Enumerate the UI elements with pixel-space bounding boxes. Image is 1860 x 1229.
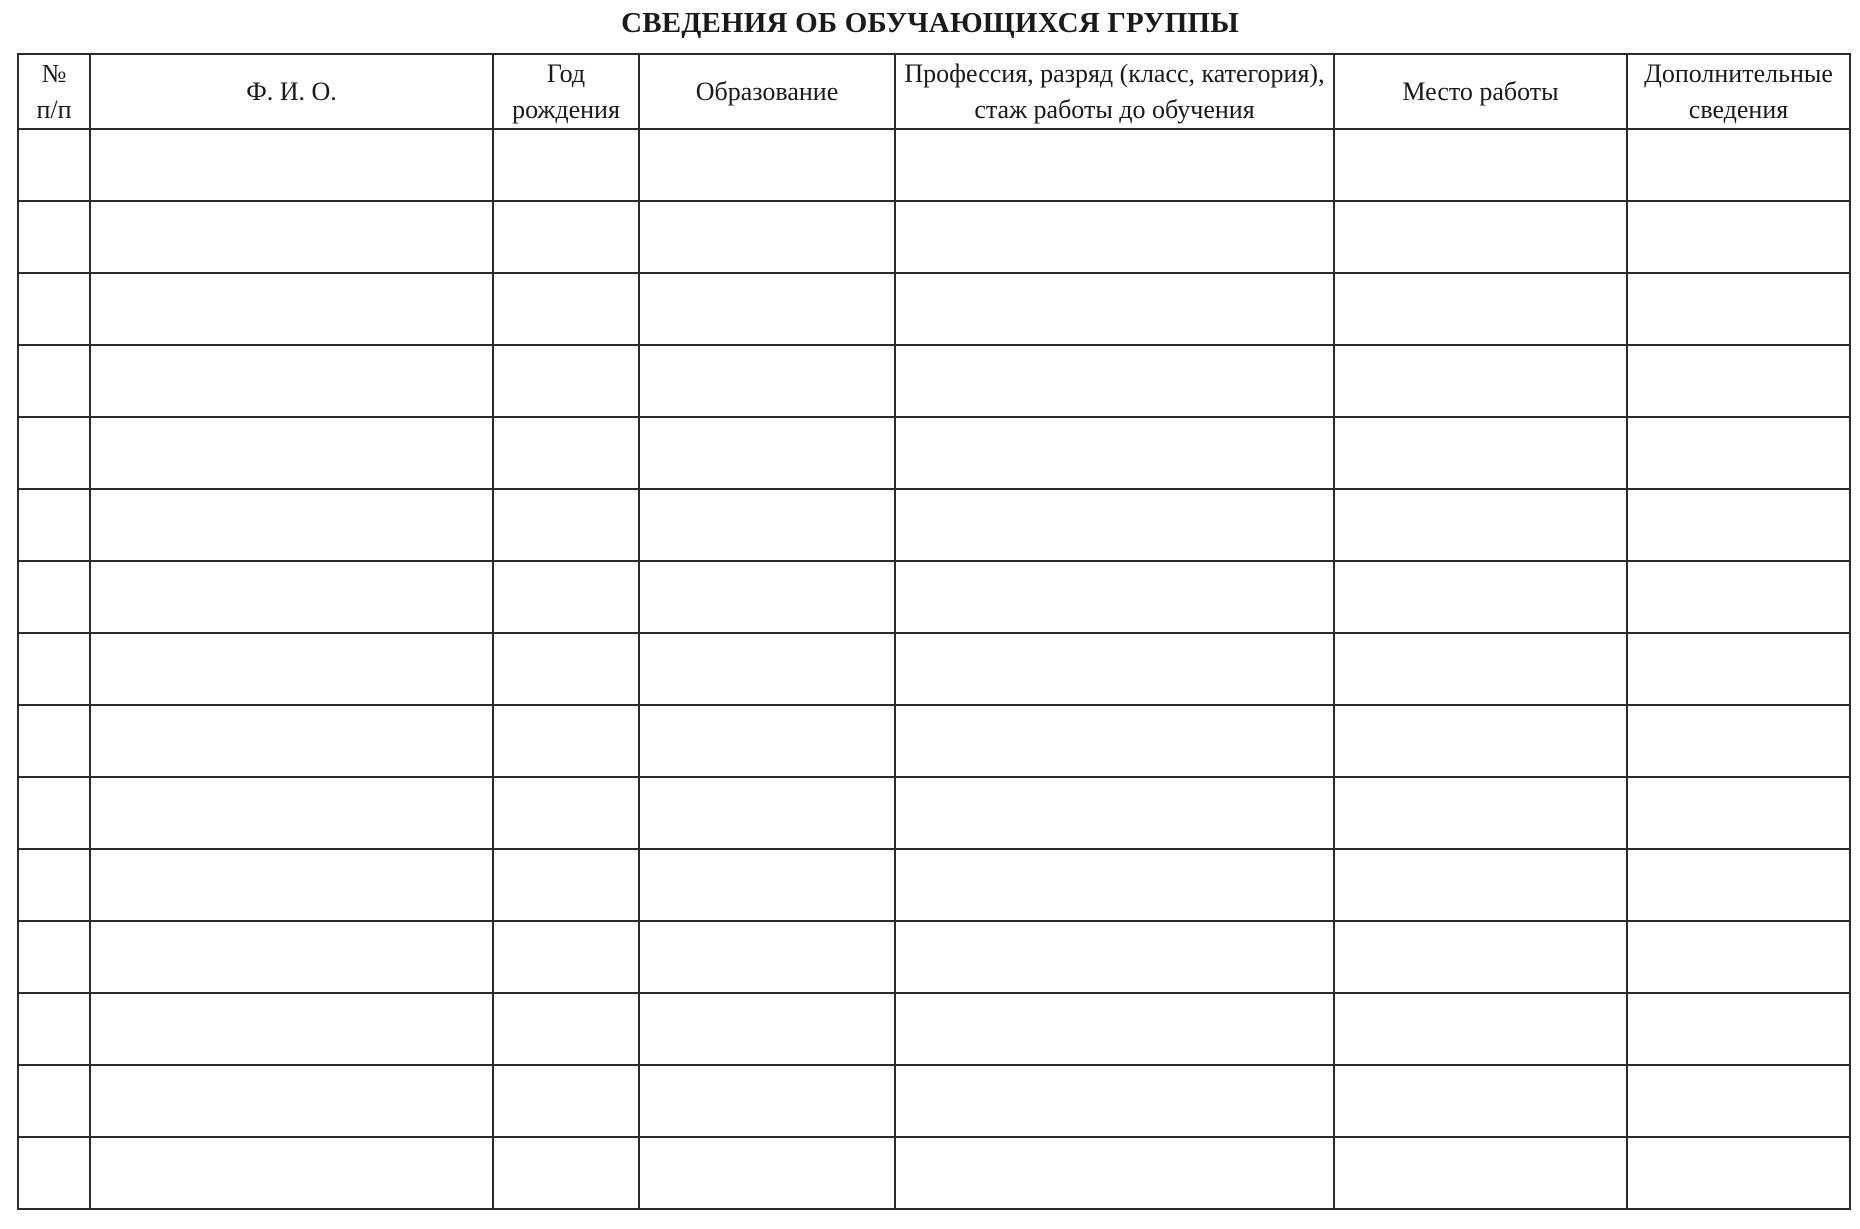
cell-additional bbox=[1627, 849, 1850, 921]
header-line: Год bbox=[546, 58, 586, 88]
table-row bbox=[18, 705, 1850, 777]
header-profession bbox=[895, 54, 1334, 129]
header-additional bbox=[1627, 54, 1850, 129]
cell-education bbox=[639, 273, 895, 345]
table-row bbox=[18, 993, 1850, 1065]
cell-workplace bbox=[1334, 777, 1627, 849]
cell-education bbox=[639, 633, 895, 705]
header-line: п/п bbox=[36, 94, 72, 124]
cell-num bbox=[18, 129, 90, 201]
cell-num bbox=[18, 417, 90, 489]
cell-profession bbox=[895, 705, 1334, 777]
cell-workplace bbox=[1334, 561, 1627, 633]
cell-fio bbox=[90, 993, 493, 1065]
cell-birth-year bbox=[493, 1065, 639, 1137]
cell-profession bbox=[895, 1065, 1334, 1137]
table-header-row bbox=[18, 54, 1850, 129]
cell-workplace bbox=[1334, 417, 1627, 489]
cell-num bbox=[18, 777, 90, 849]
cell-workplace bbox=[1334, 129, 1627, 201]
cell-birth-year bbox=[493, 993, 639, 1065]
cell-birth-year bbox=[493, 705, 639, 777]
cell-additional bbox=[1627, 417, 1850, 489]
cell-additional bbox=[1627, 921, 1850, 993]
cell-profession bbox=[895, 345, 1334, 417]
cell-fio bbox=[90, 345, 493, 417]
cell-workplace bbox=[1334, 201, 1627, 273]
cell-birth-year bbox=[493, 777, 639, 849]
table-row bbox=[18, 633, 1850, 705]
page-title: СВЕДЕНИЯ ОБ ОБУЧАЮЩИХСЯ ГРУППЫ bbox=[621, 7, 1239, 39]
cell-fio bbox=[90, 921, 493, 993]
cell-num bbox=[18, 705, 90, 777]
cell-additional bbox=[1627, 129, 1850, 201]
table-row bbox=[18, 201, 1850, 273]
cell-num bbox=[18, 993, 90, 1065]
table-row bbox=[18, 129, 1850, 201]
table-row bbox=[18, 489, 1850, 561]
cell-birth-year bbox=[493, 921, 639, 993]
cell-additional bbox=[1627, 345, 1850, 417]
cell-additional bbox=[1627, 489, 1850, 561]
cell-num bbox=[18, 345, 90, 417]
cell-profession bbox=[895, 633, 1334, 705]
cell-fio bbox=[90, 633, 493, 705]
cell-education bbox=[639, 777, 895, 849]
cell-additional bbox=[1627, 993, 1850, 1065]
cell-num bbox=[18, 849, 90, 921]
cell-education bbox=[639, 561, 895, 633]
header-line: рождения bbox=[512, 94, 620, 124]
cell-fio bbox=[90, 273, 493, 345]
header-num bbox=[18, 54, 90, 129]
table-row bbox=[18, 273, 1850, 345]
cell-num bbox=[18, 921, 90, 993]
cell-workplace bbox=[1334, 849, 1627, 921]
cell-workplace bbox=[1334, 633, 1627, 705]
cell-workplace bbox=[1334, 489, 1627, 561]
cell-education bbox=[639, 921, 895, 993]
table-row bbox=[18, 561, 1850, 633]
cell-birth-year bbox=[493, 561, 639, 633]
cell-profession bbox=[895, 849, 1334, 921]
cell-education bbox=[639, 417, 895, 489]
cell-fio bbox=[90, 489, 493, 561]
cell-fio bbox=[90, 849, 493, 921]
cell-education bbox=[639, 993, 895, 1065]
header-line: сведения bbox=[1688, 94, 1789, 124]
header-line: Дополнительные bbox=[1644, 58, 1833, 88]
table-row bbox=[18, 345, 1850, 417]
cell-profession bbox=[895, 1137, 1334, 1209]
cell-num bbox=[18, 1137, 90, 1209]
header-workplace bbox=[1334, 54, 1627, 129]
cell-fio bbox=[90, 1065, 493, 1137]
header-line: Образование bbox=[695, 76, 839, 106]
cell-education bbox=[639, 201, 895, 273]
cell-fio bbox=[90, 561, 493, 633]
table-row bbox=[18, 849, 1850, 921]
cell-birth-year bbox=[493, 129, 639, 201]
cell-workplace bbox=[1334, 345, 1627, 417]
cell-education bbox=[639, 345, 895, 417]
cell-education bbox=[639, 129, 895, 201]
cell-workplace bbox=[1334, 993, 1627, 1065]
cell-num bbox=[18, 561, 90, 633]
cell-profession bbox=[895, 777, 1334, 849]
cell-workplace bbox=[1334, 705, 1627, 777]
cell-profession bbox=[895, 921, 1334, 993]
header-line: Место работы bbox=[1402, 76, 1559, 106]
cell-profession bbox=[895, 417, 1334, 489]
cell-num bbox=[18, 633, 90, 705]
header-line: № bbox=[41, 58, 67, 88]
cell-birth-year bbox=[493, 489, 639, 561]
cell-fio bbox=[90, 777, 493, 849]
cell-additional bbox=[1627, 1137, 1850, 1209]
cell-birth-year bbox=[493, 633, 639, 705]
cell-additional bbox=[1627, 777, 1850, 849]
table-row bbox=[18, 921, 1850, 993]
header-birth-year bbox=[493, 54, 639, 129]
cell-num bbox=[18, 273, 90, 345]
cell-birth-year bbox=[493, 345, 639, 417]
table-row bbox=[18, 1137, 1850, 1209]
cell-birth-year bbox=[493, 849, 639, 921]
table-row bbox=[18, 1065, 1850, 1137]
cell-profession bbox=[895, 489, 1334, 561]
cell-profession bbox=[895, 201, 1334, 273]
cell-num bbox=[18, 201, 90, 273]
cell-num bbox=[18, 489, 90, 561]
cell-fio bbox=[90, 129, 493, 201]
cell-fio bbox=[90, 417, 493, 489]
cell-additional bbox=[1627, 201, 1850, 273]
cell-additional bbox=[1627, 273, 1850, 345]
cell-education bbox=[639, 705, 895, 777]
cell-birth-year bbox=[493, 201, 639, 273]
cell-education bbox=[639, 849, 895, 921]
cell-profession bbox=[895, 561, 1334, 633]
cell-education bbox=[639, 1065, 895, 1137]
cell-fio bbox=[90, 1137, 493, 1209]
cell-profession bbox=[895, 129, 1334, 201]
cell-birth-year bbox=[493, 273, 639, 345]
cell-workplace bbox=[1334, 273, 1627, 345]
students-register-table bbox=[17, 53, 1851, 1210]
cell-num bbox=[18, 1065, 90, 1137]
cell-additional bbox=[1627, 633, 1850, 705]
header-line: Ф. И. О. bbox=[246, 76, 337, 106]
cell-profession bbox=[895, 993, 1334, 1065]
header-line: стаж работы до обучения bbox=[974, 94, 1255, 124]
cell-education bbox=[639, 489, 895, 561]
cell-fio bbox=[90, 705, 493, 777]
cell-birth-year bbox=[493, 1137, 639, 1209]
cell-education bbox=[639, 1137, 895, 1209]
table-row bbox=[18, 417, 1850, 489]
header-line: Профессия, разряд (класс, категория), bbox=[904, 58, 1325, 88]
cell-workplace bbox=[1334, 1137, 1627, 1209]
cell-additional bbox=[1627, 705, 1850, 777]
cell-workplace bbox=[1334, 1065, 1627, 1137]
header-fio bbox=[90, 54, 493, 129]
table-body bbox=[18, 129, 1850, 1209]
cell-workplace bbox=[1334, 921, 1627, 993]
cell-profession bbox=[895, 273, 1334, 345]
cell-additional bbox=[1627, 1065, 1850, 1137]
table-row bbox=[18, 777, 1850, 849]
cell-birth-year bbox=[493, 417, 639, 489]
cell-fio bbox=[90, 201, 493, 273]
cell-additional bbox=[1627, 561, 1850, 633]
header-education bbox=[639, 54, 895, 129]
